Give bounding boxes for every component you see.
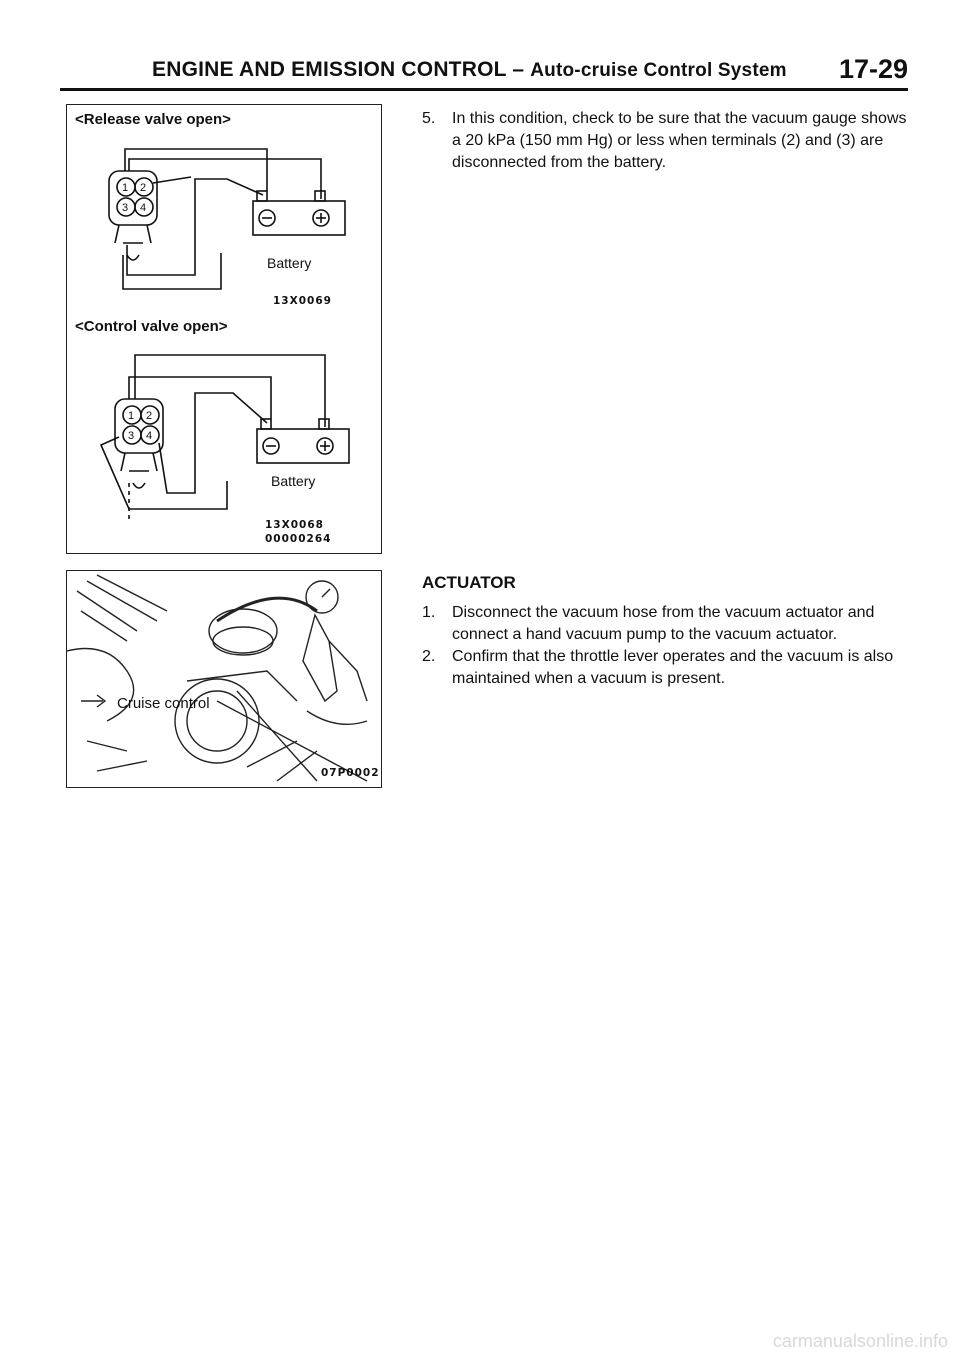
actuator-figure-code: 07P0002 <box>321 767 380 779</box>
actuator-figure <box>66 570 382 788</box>
step-5-number: 5. <box>422 110 436 127</box>
actuator-title: ACTUATOR <box>422 573 516 592</box>
step-5-block <box>422 108 908 174</box>
actuator-step-2-text: Confirm that the throttle lever operates and the vacuum is also maintained when a vacuum is present. <box>452 648 894 687</box>
step-5 <box>422 108 908 174</box>
pump-handle <box>329 641 367 701</box>
header-section: ENGINE AND EMISSION CONTROL <box>152 58 507 81</box>
header-rule <box>60 88 908 91</box>
engine-ribs <box>77 575 167 641</box>
control-battery-label: Battery <box>271 473 316 489</box>
figure-id-code: 00000264 <box>265 533 332 545</box>
actuator-step-1 <box>422 602 908 646</box>
terminal-4-label-lower: 4 <box>146 430 153 442</box>
release-figure-code: 13X0069 <box>273 295 332 307</box>
actuator-step-1-number: 1. <box>422 604 436 621</box>
page-header <box>60 54 908 88</box>
terminal-3-label-lower: 3 <box>128 430 135 442</box>
actuator-illustration <box>67 571 381 787</box>
valve-clip <box>115 225 151 260</box>
control-figure-code: 13X0068 <box>265 519 324 531</box>
valve-connector-body <box>109 171 157 225</box>
header-subsection: Auto-cruise Control System <box>530 60 787 81</box>
battery-1-pos-post <box>315 191 325 201</box>
vacuum-actuator <box>209 609 277 653</box>
header-title <box>152 58 787 82</box>
terminal-2-label-lower: 2 <box>146 410 153 422</box>
step-5-text: In this condition, check to be sure that the vacuum gauge shows a 20 kPa (150 mm Hg) or less when terminals (2) and (3) are disconnected from the battery. <box>452 110 907 171</box>
page-number: 17-29 <box>838 54 908 84</box>
release-valve-title: <Release valve open> <box>75 111 231 128</box>
terminal-4-label: 4 <box>140 202 147 214</box>
actuator-section <box>422 572 908 690</box>
hand-vacuum-pump <box>303 615 337 701</box>
terminal-3-label: 3 <box>122 202 129 214</box>
valve-test-figure <box>66 104 382 554</box>
wire-c <box>153 177 191 183</box>
header-separator: – <box>512 58 525 81</box>
actuator-step-1-text: Disconnect the vacuum hose from the vacuum actuator and connect a hand vacuum pump to the vacuum actuator. <box>452 604 875 643</box>
wire-a <box>125 149 267 191</box>
terminal-1-label-lower: 1 <box>128 410 135 422</box>
wire-e <box>123 253 221 289</box>
site-watermark: carmanualsonline.info <box>772 1331 948 1351</box>
actuator-step-2-number: 2. <box>422 648 436 665</box>
callout-arrow <box>81 695 105 707</box>
control-valve-diagram <box>101 355 349 523</box>
terminal-1-label: 1 <box>122 182 129 194</box>
terminal-2-label: 2 <box>140 182 147 194</box>
hand-outline <box>307 711 367 724</box>
release-battery-label: Battery <box>267 255 312 271</box>
cruise-control-callout: Cruise control <box>117 695 210 712</box>
actuator-step-2 <box>422 646 908 690</box>
control-valve-title: <Control valve open> <box>75 318 228 335</box>
